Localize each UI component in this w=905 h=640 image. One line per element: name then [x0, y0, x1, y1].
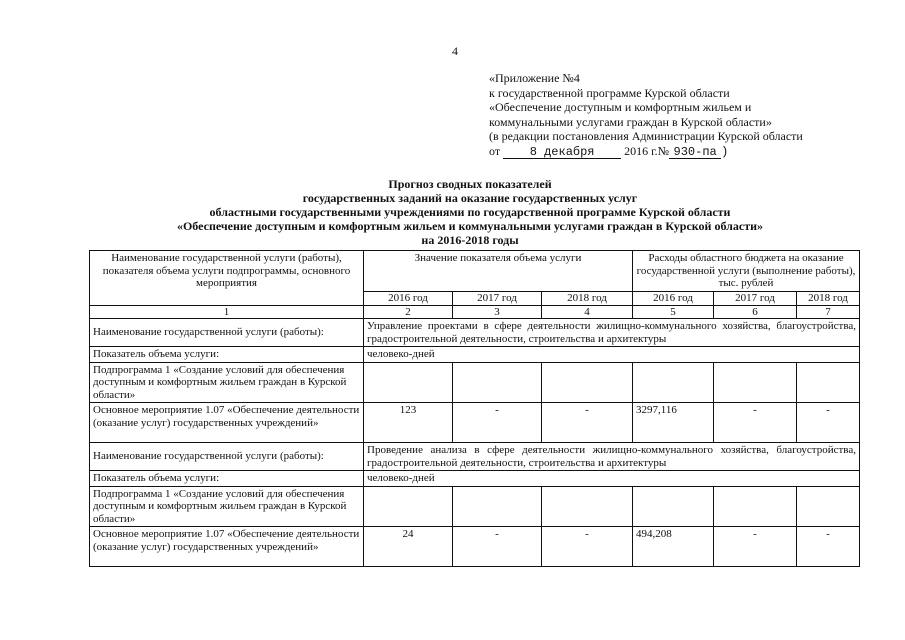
header-expense-col: Расходы областного бюджета на оказание государственной услуги (выполнение работы), тыс. рублей: [633, 251, 860, 292]
year-header: 2016 год: [633, 292, 714, 306]
forecast-table: [89, 250, 860, 567]
value-cell: 3297,116: [633, 403, 714, 443]
annex-date: 8 декабря: [503, 146, 621, 159]
indicator-value: человеко-дней: [364, 471, 860, 487]
value-cell: 123: [364, 403, 453, 443]
column-number: 6: [714, 305, 797, 319]
annex-year: 2016 г.: [624, 143, 658, 158]
year-header: 2017 год: [453, 292, 542, 306]
value-cell: -: [453, 403, 542, 443]
annex-date-line: [489, 144, 803, 160]
empty-cell: [714, 362, 797, 403]
value-cell: 24: [364, 527, 453, 567]
empty-cell: [633, 362, 714, 403]
column-number: 4: [542, 305, 633, 319]
column-number: 7: [797, 305, 860, 319]
empty-cell: [797, 486, 860, 527]
value-cell: -: [542, 403, 633, 443]
column-number: 2: [364, 305, 453, 319]
service-value: Проведение анализа в сфере деятельности жилищно-коммунального хозяйства, благоустройства, градостроительной деятельности, строительства и архитектуры: [364, 443, 860, 471]
page-number: 4: [452, 44, 458, 58]
annex-line-5: (в редакции постановления Администрации Курской области: [489, 129, 803, 143]
title-line-5: на 2016-2018 годы: [421, 233, 519, 247]
value-cell: -: [714, 403, 797, 443]
service-value: Управление проектами в сфере деятельности жилищно-коммунального хозяйства, благоустройства, градостроительной деятельности, строительства и архитектуры: [364, 319, 860, 347]
empty-cell: [453, 486, 542, 527]
title-line-4: «Обеспечение доступным и комфортным жильем и коммунальными услугами граждан в Курской области»: [176, 219, 764, 233]
column-number: 1: [90, 305, 364, 319]
empty-cell: [364, 362, 453, 403]
value-cell: -: [453, 527, 542, 567]
annex-line-3: «Обеспечение доступным и комфортным жильем и: [489, 100, 752, 114]
empty-cell: [542, 486, 633, 527]
service-label: Наименование государственной услуги (работы):: [90, 443, 364, 471]
year-header: 2017 год: [714, 292, 797, 306]
value-cell: -: [797, 403, 860, 443]
indicator-label: Показатель объема услуги:: [90, 471, 364, 487]
subprogram-name: Подпрограмма 1 «Создание условий для обеспечения доступным и комфортным жильем граждан в Курской области»: [90, 362, 364, 403]
title-line-2: государственных заданий на оказание государственных услуг: [302, 191, 638, 205]
measure-name: Основное мероприятие 1.07 «Обеспечение деятельности (оказание услуг) государственных учреждений»: [90, 403, 364, 443]
measure-name: Основное мероприятие 1.07 «Обеспечение деятельности (оказание услуг) государственных учреждений»: [90, 527, 364, 567]
column-number: 5: [633, 305, 714, 319]
annex-line-4: коммунальными услугами граждан в Курской области»: [489, 114, 772, 129]
empty-cell: [797, 362, 860, 403]
annex-number-prefix: №: [657, 143, 670, 158]
subprogram-name: Подпрограмма 1 «Создание условий для обеспечения доступным и комфортным жильем граждан в Курской области»: [90, 486, 364, 527]
column-number: 3: [453, 305, 542, 319]
value-cell: -: [542, 527, 633, 567]
indicator-value: человеко-дней: [364, 347, 860, 363]
header-name-col: Наименование государственной услуги (работы), показателя объема услуги подпрограммы, основного мероприятия: [90, 251, 364, 306]
annex-close: ): [721, 144, 729, 159]
service-label: Наименование государственной услуги (работы):: [90, 319, 364, 347]
empty-cell: [542, 362, 633, 403]
empty-cell: [714, 486, 797, 527]
empty-cell: [633, 486, 714, 527]
document-title: [80, 177, 860, 247]
year-header: 2018 год: [797, 292, 860, 306]
title-line-1: Прогноз сводных показателей: [388, 177, 552, 191]
annex-ot: от: [489, 143, 501, 158]
header-volume-col: Значение показателя объема услуги: [364, 251, 633, 292]
annex-line-1: «Приложение №4: [489, 71, 580, 85]
value-cell: -: [797, 527, 860, 567]
annex-number: 930-па: [669, 146, 721, 159]
value-cell: -: [714, 527, 797, 567]
annex-header: [489, 71, 803, 159]
annex-line-2: к государственной программе Курской области: [489, 85, 730, 100]
indicator-label: Показатель объема услуги:: [90, 347, 364, 363]
year-header: 2018 год: [542, 292, 633, 306]
empty-cell: [364, 486, 453, 527]
title-line-3: областными государственными учреждениями по государственной программе Курской области: [209, 205, 731, 219]
empty-cell: [453, 362, 542, 403]
year-header: 2016 год: [364, 292, 453, 306]
value-cell: 494,208: [633, 527, 714, 567]
